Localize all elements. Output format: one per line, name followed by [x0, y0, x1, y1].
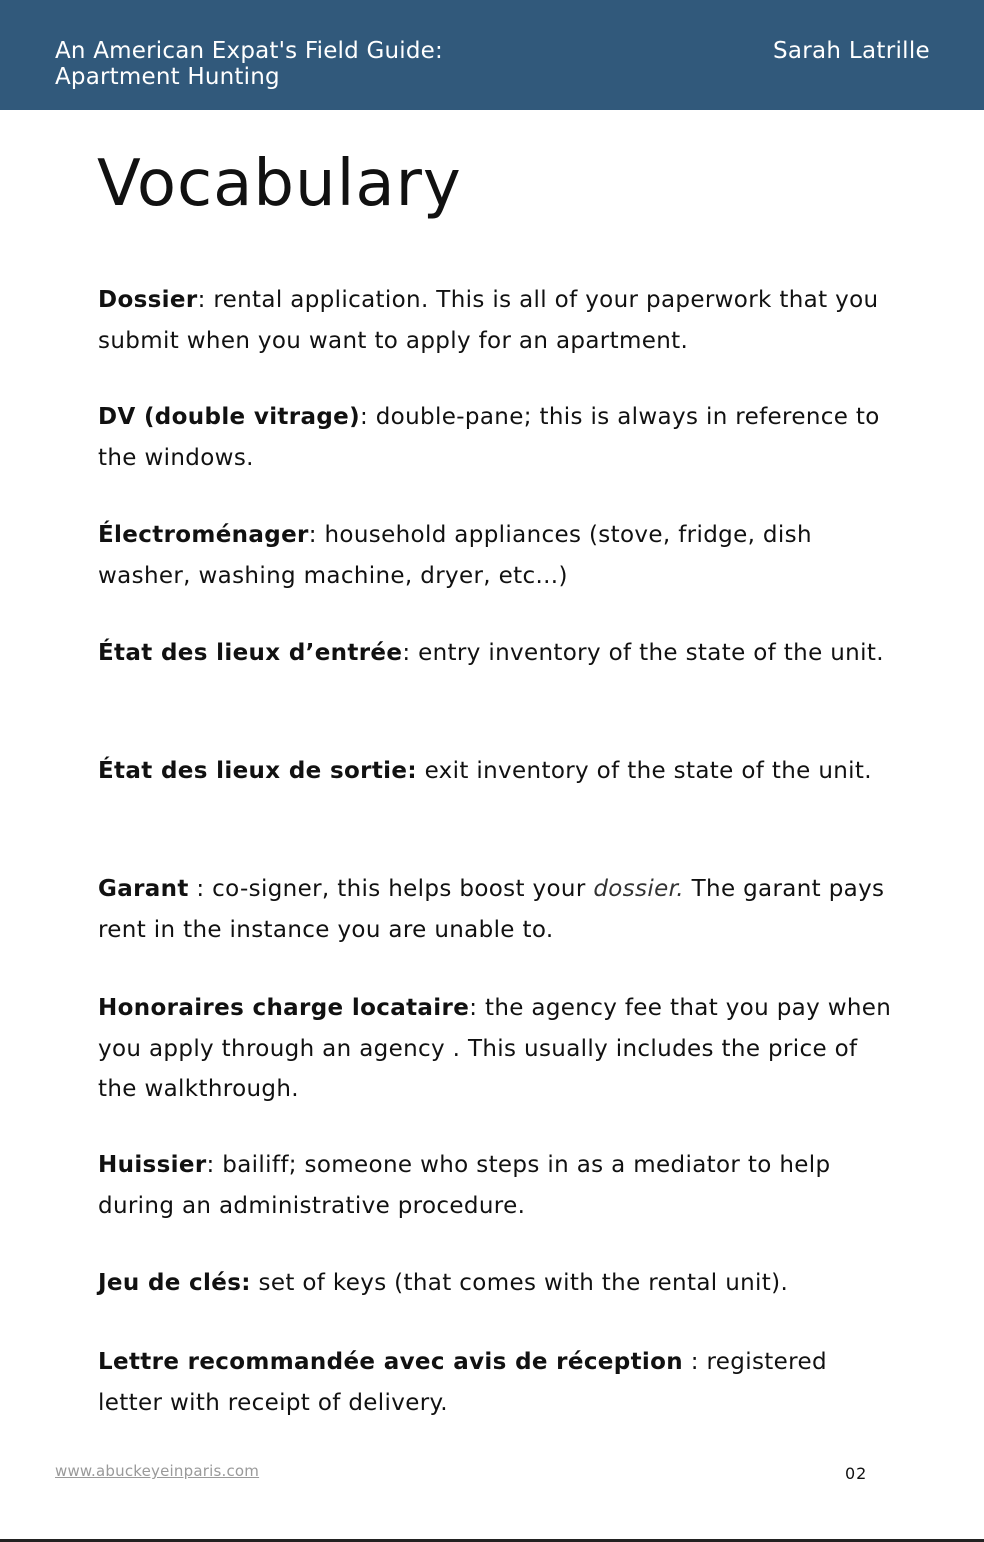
guide-title	[55, 38, 443, 90]
vocab-definition: : co-signer, this helps boost your	[188, 876, 594, 902]
author-name: Sarah Latrille	[772, 38, 930, 64]
vocab-entry-etat-sortie	[98, 751, 898, 792]
vocab-term: État des lieux de sortie:	[98, 758, 417, 784]
vocab-term: Huissier	[98, 1152, 207, 1178]
vocab-entry-huissier	[98, 1145, 898, 1226]
vocab-term: Jeu de clés:	[98, 1270, 251, 1296]
vocab-entry-dv	[98, 397, 898, 478]
page-number: 02	[845, 1464, 868, 1483]
vocab-entry-lettre-recommandee	[98, 1342, 898, 1423]
vocab-definition: set of keys (that comes with the rental unit).	[250, 1270, 789, 1296]
vocab-term: Garant	[98, 876, 189, 902]
guide-title-line1: An American Expat's Field Guide:	[55, 38, 443, 64]
vocab-definition: : entry inventory of the state of the unit.	[402, 640, 884, 666]
vocab-definition: : bailiff; someone who steps in as a mediator to help during an administrative procedure.	[98, 1152, 831, 1219]
vocab-term: Lettre recommandée avec avis de réception	[98, 1349, 684, 1375]
vocab-entry-honoraires	[98, 988, 898, 1110]
vocab-definition: exit inventory of the state of the unit.	[416, 758, 872, 784]
website-link[interactable]: www.abuckeyeinparis.com	[55, 1462, 260, 1480]
vocab-term: Dossier	[98, 287, 198, 313]
vocab-entry-jeu-de-cles	[98, 1263, 898, 1304]
vocab-term: Électroménager	[98, 522, 309, 548]
vocab-definition: : double-pane; this is always in reference to the windows.	[98, 404, 880, 471]
vocab-definition: : registered letter with receipt of delivery.	[98, 1349, 827, 1416]
vocab-term: État des lieux d’entrée	[98, 640, 403, 666]
vocab-definition: : the agency fee that you pay when you apply through an agency . This usually includes the price of the walkthrough.	[98, 995, 892, 1102]
vocab-definition: : household appliances (stove, fridge, dish washer, washing machine, dryer, etc...)	[98, 522, 812, 589]
vocab-term: DV (double vitrage)	[98, 404, 360, 430]
vocab-entry-etat-entree	[98, 633, 898, 674]
vocab-definition: : rental application. This is all of your paperwork that you submit when you want to apply for an apartment.	[98, 287, 879, 354]
page-title: Vocabulary	[97, 147, 462, 221]
guide-title-line2: Apartment Hunting	[55, 64, 280, 90]
vocab-entry-dossier	[98, 280, 898, 361]
vocab-term: Honoraires charge locataire	[98, 995, 470, 1021]
vocab-entry-electromenager	[98, 515, 898, 596]
page-header	[0, 0, 984, 110]
vocab-definition-italic: dossier.	[593, 876, 684, 902]
vocab-definition: The garant pays rent in the instance you are unable to.	[98, 876, 885, 943]
vocab-entry-garant	[98, 869, 898, 950]
